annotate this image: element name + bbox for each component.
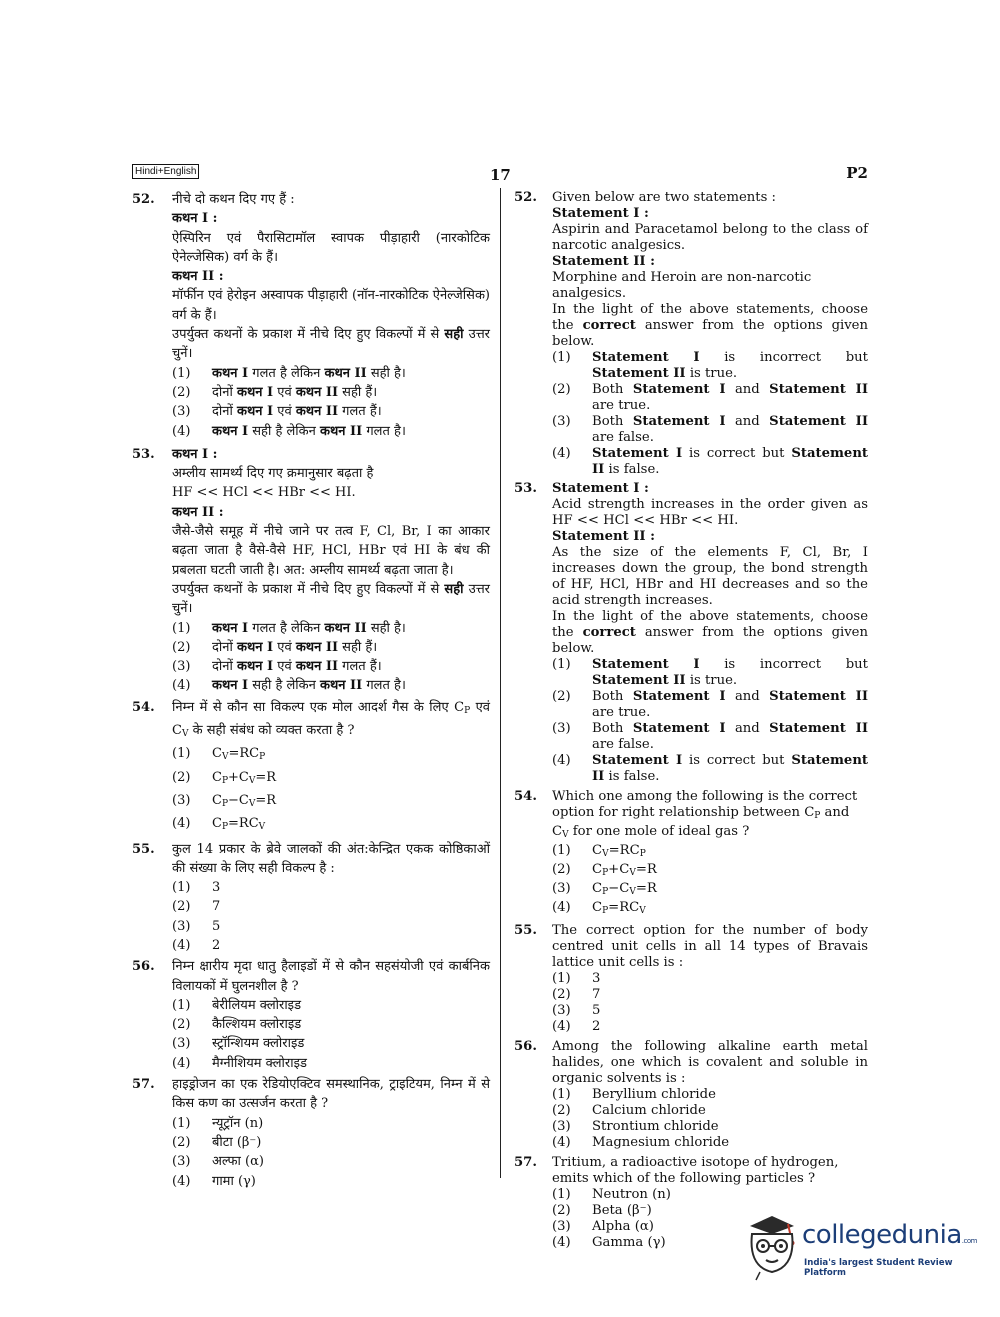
option-2[interactable]: (2) कैल्शियम क्लोराइड [172, 1017, 302, 1033]
question-number: 57. [514, 1155, 537, 1170]
option-1[interactable]: (1) कथन I गलत है लेकिन कथन II सही है। [172, 620, 406, 636]
option-1[interactable]: (1) Beryllium chloride [552, 1087, 716, 1102]
statement-2-text: As the size of the elements F, Cl, Br, I increases down the group, the bond strength of HF, HCl, HBr and HI decreases and so the acid strength increases. [552, 545, 868, 608]
option-4[interactable]: (4) Statement I is correct but Statement II is false. [552, 446, 868, 477]
option-2[interactable]: (2) 7 [552, 987, 601, 1002]
paper-code: P2 [846, 164, 868, 182]
option-1[interactable]: (1) Neutron (n) [552, 1187, 671, 1202]
mascot-icon [742, 1212, 800, 1282]
statement-2-text: जैसे-जैसे समूह में नीचे जाने पर तत्व F, Cl, Br, I का आकार बढ़ता जाता है वैसे-वैसे HF, HCl, HBr एवं HI के बंध की प्रबलता घटती जाती है। अत: अम्लीय सामर्थ्य बढ़ता जाता है। [172, 524, 490, 578]
question-text: निम्न में से कौन सा विकल्प एक मोल आदर्श गैस के लिए $C_P$ एवं $C_V$ के सही संबंध को व्यक्त करता है ? [172, 699, 491, 740]
option-2[interactable]: (2) बीटा (β⁻) [172, 1134, 262, 1150]
question-number: 57. [132, 1077, 155, 1093]
question-56-english [514, 1039, 868, 1151]
question-text: The correct option for the number of body centred unit cells in all 14 types of Bravais lattice unit cells is : [552, 923, 868, 970]
instruction-text: उपर्युक्त कथनों के प्रकाश में नीचे दिए हुए विकल्पों में से सही उत्तर चुनें। [172, 581, 491, 617]
question-54-hindi [132, 698, 490, 838]
instruction-text: In the light of the above statements, choose the correct answer from the options given below. [552, 302, 868, 349]
statement-1-text: Aspirin and Paracetamol belong to the class of narcotic analgesics. [552, 222, 868, 253]
question-53-hindi [132, 445, 490, 696]
option-3[interactable]: (3) स्ट्रॉन्शियम क्लोराइड [172, 1036, 305, 1052]
statement-1-label: कथन I : [172, 211, 218, 227]
option-4[interactable]: (4) $C_P=RC_V$ [552, 900, 646, 916]
statement-2-text: मॉर्फीन एवं हेरोइन अस्वापक पीड़ाहारी (नॉन-नारकोटिक ऐनेल्जेसिक) वर्ग के हैं। [172, 288, 490, 323]
statement-2-label: कथन II : [172, 504, 224, 520]
option-4[interactable]: (4) कथन I सही है लेकिन कथन II गलत है। [172, 678, 406, 694]
statement-2-label: Statement II : [552, 254, 656, 269]
question-number: 53. [132, 446, 155, 462]
question-text: निम्न क्षारीय मृदा धातु हैलाइडों में से कौन सहसंयोजी एवं कार्बनिक विलायकों में घुलनशील है ? [172, 959, 490, 994]
option-4[interactable]: (4) मैग्नीशियम क्लोराइड [172, 1055, 307, 1071]
question-number: 54. [132, 699, 155, 715]
question-text: Tritium, a radioactive isotope of hydrogen, emits which of the following particles ? [552, 1155, 839, 1186]
question-55-hindi [132, 840, 490, 956]
question-text: कुल 14 प्रकार के ब्रेवे जालकों की अंत:केन्द्रित एकक कोष्ठिकाओं की संख्या के लिए सही विकल्प है : [172, 841, 490, 876]
option-4[interactable]: (4) कथन I सही है लेकिन कथन II गलत है। [172, 423, 406, 439]
statement-1-label: Statement I : [552, 206, 649, 221]
question-number: 53. [514, 481, 537, 496]
option-1[interactable]: (1) 3 [552, 971, 601, 986]
option-3[interactable]: (3) दोनों कथन I एवं कथन II गलत हैं। [172, 404, 382, 420]
question-number: 52. [132, 192, 155, 207]
column-divider [500, 188, 501, 1178]
question-57-hindi [132, 1075, 490, 1191]
statement-1-text: अम्लीय सामर्थ्य दिए गए क्रमानुसार बढ़ता है [172, 466, 374, 482]
logo-tagline: India's largest Student Review Platform [804, 1258, 953, 1278]
option-1[interactable]: (1) $C_V=RC_P$ [552, 843, 646, 859]
statement-2-text: Morphine and Heroin are non-narcotic analgesics. [552, 270, 812, 301]
question-52-english [514, 190, 868, 478]
question-intro: नीचे दो कथन दिए गए हैं : [172, 192, 295, 207]
option-3[interactable]: (3) Both Statement I and Statement II are false. [552, 414, 868, 445]
option-4[interactable]: (4) Statement I is correct but Statement II is false. [552, 753, 868, 784]
option-4[interactable]: (4) गामा (γ) [172, 1173, 256, 1189]
page-number: 17 [490, 166, 511, 184]
question-number: 52. [514, 190, 537, 205]
option-1[interactable]: (1) Statement I is incorrect but Statement II is true. [552, 657, 868, 688]
option-2[interactable]: (2) 7 [172, 899, 221, 915]
question-text: हाइड्रोजन का एक रेडियोएक्टिव समस्थानिक, ट्राइटियम, निम्न में से किस कण का उत्सर्जन करता है ? [172, 1077, 490, 1112]
instruction-text: उपर्युक्त कथनों के प्रकाश में नीचे दिए हुए विकल्पों में से सही उत्तर चुनें। [172, 327, 491, 362]
question-52-hindi [132, 190, 490, 441]
question-number: 55. [514, 923, 537, 938]
statement-1-text: ऐस्पिरिन एवं पैरासिटामॉल स्वापक पीड़ाहारी (नारकोटिक ऐनेल्जेसिक) वर्ग के हैं। [172, 230, 490, 265]
option-2[interactable]: (2) $C_P+C_V=R$ [172, 769, 277, 786]
statement-1-label: Statement I : [552, 481, 649, 496]
option-1[interactable]: (1) न्यूट्रॉन (n) [172, 1115, 264, 1131]
option-2[interactable]: (2) दोनों कथन I एवं कथन II सही हैं। [172, 639, 378, 655]
option-1[interactable]: (1) कथन I गलत है लेकिन कथन II सही है। [172, 365, 406, 381]
option-2[interactable]: (2) $C_P+C_V=R$ [552, 862, 657, 878]
option-3[interactable]: (3) Alpha (α) [552, 1219, 654, 1234]
english-column [514, 190, 868, 1251]
question-56-hindi [132, 957, 490, 1073]
option-4[interactable]: (4) Gamma (γ) [552, 1235, 666, 1250]
option-3[interactable]: (3) 5 [552, 1003, 601, 1018]
option-2[interactable]: (2) दोनों कथन I एवं कथन II सही हैं। [172, 384, 378, 400]
statement-1-label: कथन I : [172, 446, 218, 462]
statement-1-text: Acid strength increases in the order given as HF << HCl << HBr << HI. [552, 497, 868, 528]
question-54-english [514, 789, 868, 919]
question-53-english [514, 481, 868, 785]
option-1[interactable]: (1) 3 [172, 880, 221, 896]
option-1[interactable]: (1) $C_V=RC_P$ [172, 746, 266, 763]
option-2[interactable]: (2) Both Statement I and Statement II are true. [552, 689, 868, 720]
question-number: 56. [132, 959, 155, 975]
question-number: 55. [132, 841, 155, 857]
language-tag: Hindi+English [132, 164, 199, 179]
option-3[interactable]: (3) $C_P-C_V=R$ [172, 792, 277, 809]
hindi-column [132, 190, 490, 1191]
option-2[interactable]: (2) Both Statement I and Statement II are true. [552, 382, 868, 413]
option-4[interactable]: (4) $C_P=RC_V$ [172, 816, 266, 833]
question-intro: Given below are two statements : [552, 190, 776, 205]
option-3[interactable]: (3) Both Statement I and Statement II are false. [552, 721, 868, 752]
question-text: Which one among the following is the correct option for right relationship between $C_P$ and $C_V$ for one mole of ideal gas ? [552, 789, 858, 840]
statement-2-label: कथन II : [172, 269, 224, 285]
question-number: 56. [514, 1039, 537, 1054]
option-3[interactable]: (3) 5 [172, 918, 221, 934]
option-1[interactable]: (1) Statement I is incorrect but Statement II is true. [552, 350, 868, 381]
option-3[interactable]: (3) अल्फा (α) [172, 1154, 264, 1170]
option-2[interactable]: (2) Beta (β⁻) [552, 1203, 652, 1218]
collegedunia-logo[interactable] [742, 1212, 977, 1282]
question-text: Among the following alkaline earth metal halides, one which is covalent and soluble in organic solvents is : [552, 1039, 868, 1086]
question-number: 54. [514, 789, 537, 804]
option-3[interactable]: (3) दोनों कथन I एवं कथन II गलत हैं। [172, 659, 382, 675]
option-4[interactable]: (4) 2 [172, 937, 221, 953]
instruction-text: In the light of the above statements, choose the correct answer from the options given below. [552, 609, 868, 656]
option-3[interactable]: (3) $C_P-C_V=R$ [552, 881, 657, 897]
page-header [132, 160, 868, 186]
acid-order: HF << HCl << HBr << HI. [172, 485, 356, 501]
option-2[interactable]: (2) Calcium chloride [552, 1103, 706, 1118]
option-3[interactable]: (3) Strontium chloride [552, 1119, 719, 1134]
logo-name: collegedunia.com [802, 1220, 977, 1250]
question-55-english [514, 923, 868, 1035]
statement-2-label: Statement II : [552, 529, 656, 544]
option-4[interactable]: (4) 2 [552, 1019, 601, 1034]
option-1[interactable]: (1) बेरीलियम क्लोराइड [172, 997, 302, 1013]
option-4[interactable]: (4) Magnesium chloride [552, 1135, 730, 1150]
